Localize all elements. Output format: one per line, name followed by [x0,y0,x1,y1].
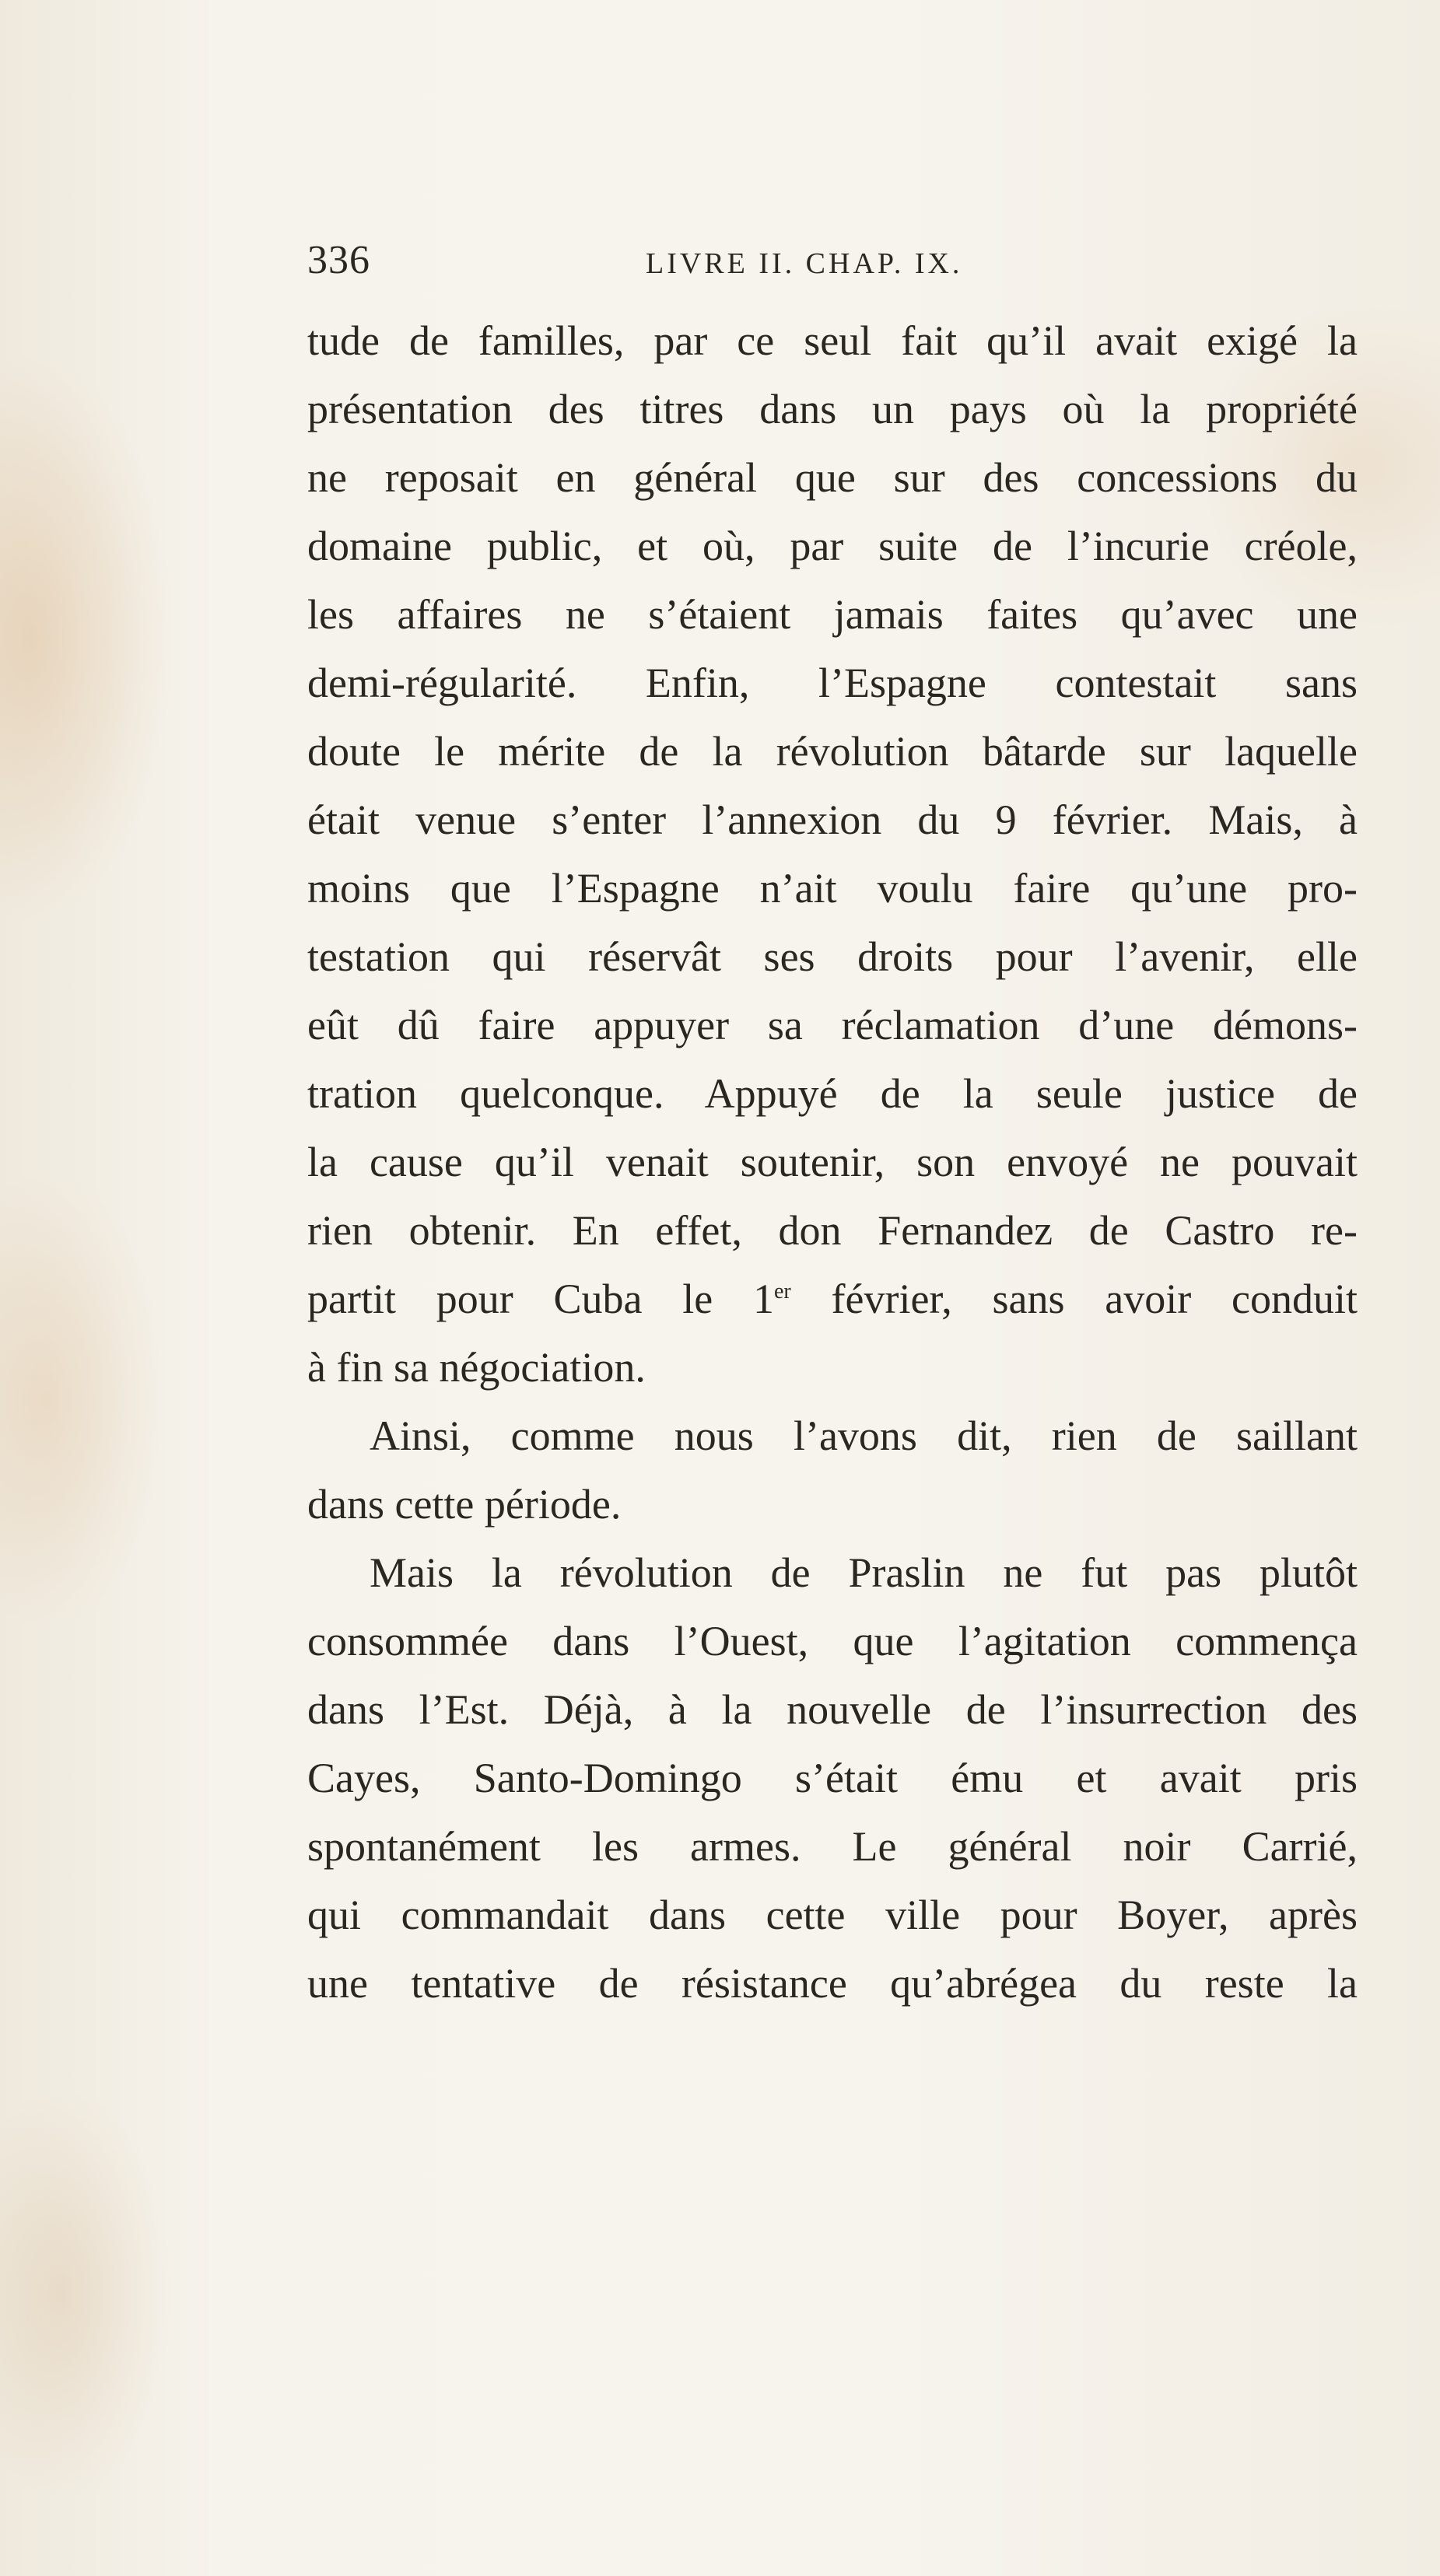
text-line: dans cette période. [307,1481,622,1528]
text-line: domaine public, et où, par suite de l’incurie créole, [307,523,1358,569]
text-line: présentation des titres dans un pays où la propriété [307,386,1358,432]
text-line: testation qui réservât ses droits pour l’avenir, elle [307,933,1358,980]
text-line: à fin sa négociation. [307,1344,646,1391]
page-number: 336 [307,238,370,282]
paragraph-start-line: Ainsi, comme nous l’avons dit, rien de saillant [370,1412,1358,1459]
text-fragment: février, sans avoir conduit [790,1276,1358,1322]
text-line: spontanément les armes. Le général noir Carrié, [307,1823,1358,1870]
body-text [307,306,1358,2018]
text-line: Cayes, Santo-Domingo s’était ému et avait pris [307,1755,1358,1801]
text-line: une tentative de résistance qu’abrégea du reste la [307,1960,1358,2007]
running-head: LIVRE II. CHAP. IX. [646,247,963,280]
text-line: tude de familles, par ce seul fait qu’il avait exigé la [307,317,1358,364]
text-line: était venue s’enter l’annexion du 9 février. Mais, à [307,796,1358,843]
superscript-ordinal: er [773,1279,791,1304]
text-line: consommée dans l’Ouest, que l’agitation commença [307,1618,1358,1664]
text-line: demi-régularité. Enfin, l’Espagne contestait sans [307,660,1358,706]
text-line: doute le mérite de la révolution bâtarde sur laquelle [307,728,1358,775]
text-line: dans l’Est. Déjà, à la nouvelle de l’insurrection des [307,1686,1358,1733]
text-line: ne reposait en général que sur des concessions du [307,454,1358,501]
text-line: tration quelconque. Appuyé de la seule justice de [307,1070,1358,1117]
text-fragment: partit pour Cuba le 1 [307,1276,774,1322]
text-line: eût dû faire appuyer sa réclamation d’une démons- [307,1002,1358,1048]
paragraph-start-line: Mais la révolution de Praslin ne fut pas plutôt [370,1549,1358,1596]
text-line: qui commandait dans cette ville pour Boyer, après [307,1892,1358,1938]
text-line: les affaires ne s’étaient jamais faites qu’avec une [307,591,1358,638]
text-line: la cause qu’il venait soutenir, son envoyé ne pouvait [307,1139,1358,1185]
text-line: moins que l’Espagne n’ait voulu faire qu’une pro- [307,865,1358,912]
page-header [307,233,1373,288]
text-line [307,1265,1358,1333]
text-line: rien obtenir. En effet, don Fernandez de Castro re- [307,1207,1358,1254]
